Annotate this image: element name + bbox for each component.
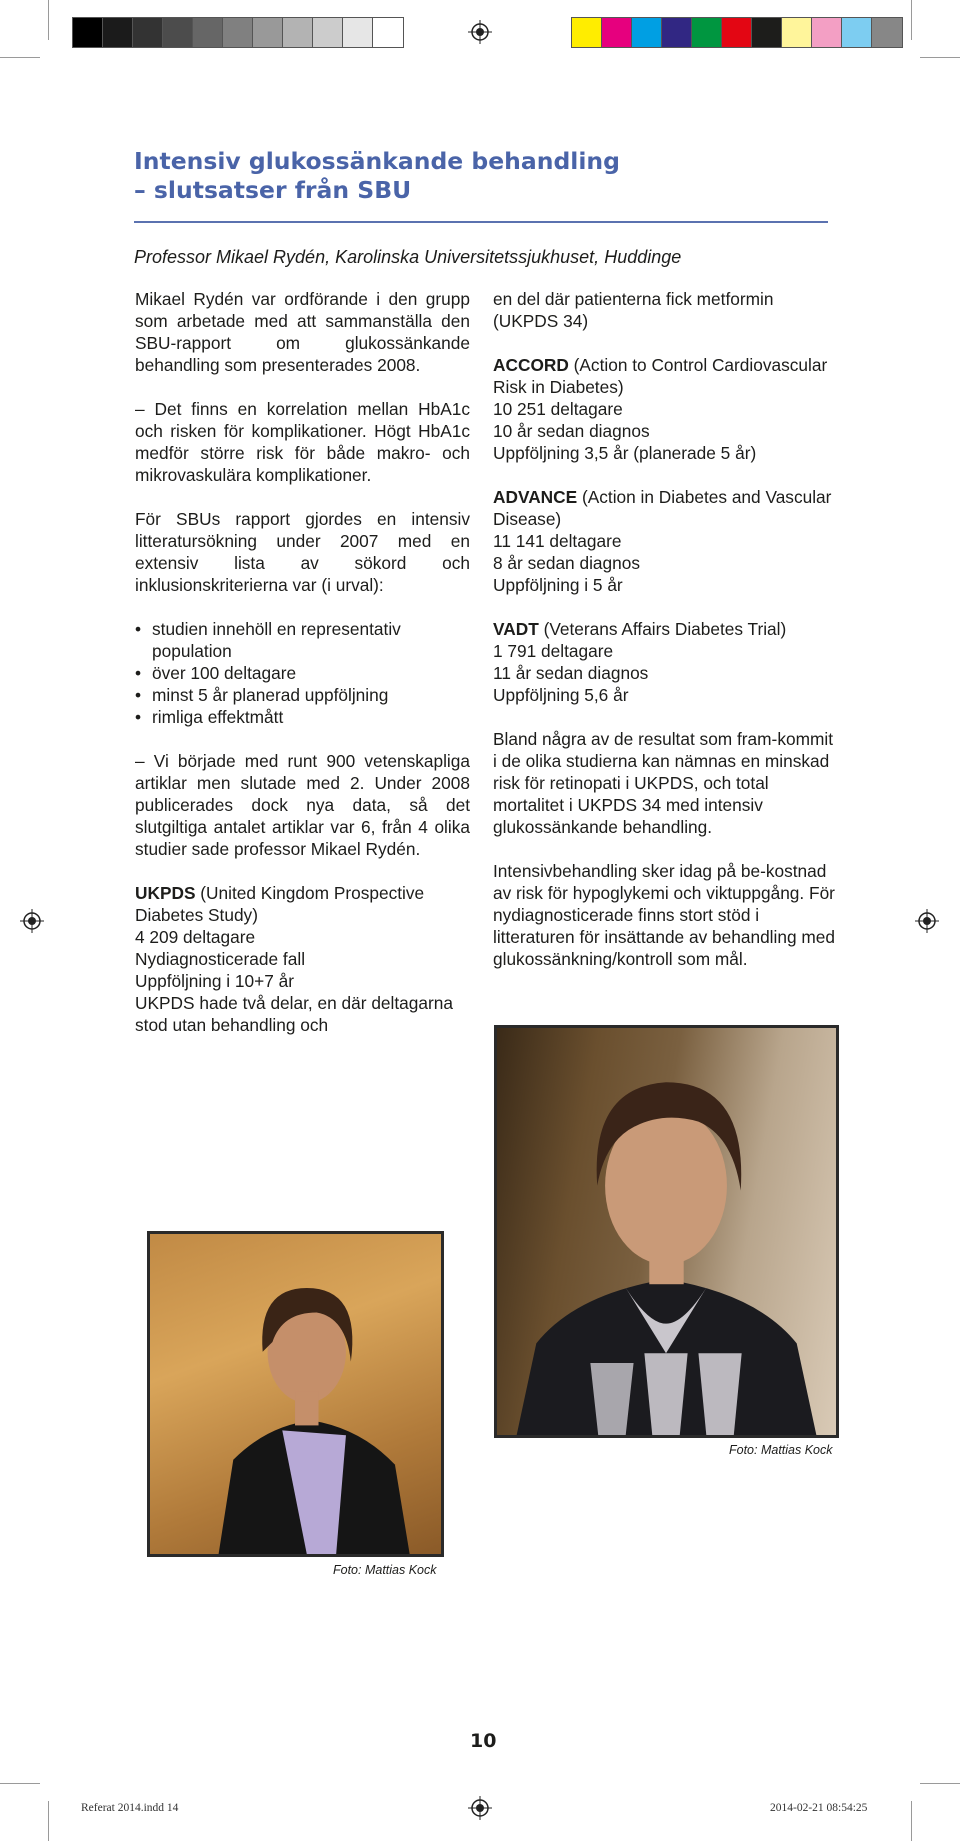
study-accord <box>493 354 838 464</box>
study-followup: Uppföljning i 5 år <box>493 575 623 595</box>
registration-mark-icon <box>915 909 939 933</box>
color-swatch <box>163 18 193 47</box>
list-item: • över 100 deltagare <box>135 662 470 684</box>
crop-mark <box>911 0 912 40</box>
crop-mark <box>48 0 49 40</box>
study-followup: Uppföljning 5,6 år <box>493 685 629 705</box>
registration-mark-icon <box>20 909 44 933</box>
grayscale-color-bar <box>72 17 404 48</box>
crop-mark <box>920 1783 960 1784</box>
study-name: UKPDS <box>135 883 196 903</box>
study-diagnosis: 10 år sedan diagnos <box>493 421 650 441</box>
study-participants: 10 251 deltagare <box>493 399 623 419</box>
color-swatch <box>692 18 722 47</box>
registration-mark-icon <box>468 1796 492 1820</box>
list-item: • studien innehöll en representativ population <box>135 618 470 662</box>
quote-paragraph: – Det finns en korrelation mellan HbA1c och risken för komplikationer. Högt HbA1c medför större risk för både makro- och mikrovaskulära komplikationer. <box>135 399 470 485</box>
title-divider <box>134 221 828 223</box>
study-name: ACCORD <box>493 355 569 375</box>
study-description: (Action in Diabetes and Vascular Disease) <box>493 487 832 529</box>
color-swatch <box>662 18 692 47</box>
color-swatch <box>133 18 163 47</box>
crop-mark <box>920 57 960 58</box>
study-participants: 4 209 deltagare <box>135 927 256 947</box>
results-paragraph: Bland några av de resultat som fram-kommit i de olika studierna kan nämnas en minskad risk för retinopati i UKPDS, och total mortalitet i UKPDS 34 med intensiv glukossänkande behandling. <box>493 729 833 837</box>
list-item: • minst 5 år planerad uppföljning <box>135 684 470 706</box>
conclusion-paragraph: Intensivbehandling sker idag på be-kostnad av risk för hypoglykemi och viktuppgång. För nydiagnosticerade finns stort stöd i litteraturen för insättande av behandling med glukossänkning/kontroll som mål. <box>493 861 836 969</box>
color-swatch <box>782 18 812 47</box>
color-swatch <box>872 18 902 47</box>
study-followup: Uppföljning 3,5 år (planerade 5 år) <box>493 443 757 463</box>
author-byline: Professor Mikael Rydén, Karolinska Universitetssjukhuset, Huddinge <box>134 247 682 267</box>
photo-caption: Foto: Mattias Kock <box>333 1563 437 1577</box>
list-item: • rimliga effektmått <box>135 706 470 728</box>
article-title <box>134 147 834 205</box>
page-number: 10 <box>470 1730 497 1752</box>
study-diagnosis: Nydiagnosticerade fall <box>135 949 306 969</box>
quote-paragraph: – Vi började med runt 900 vetenskapliga artiklar men slutade med 2. Under 2008 publicerades dock nya data, så det slutgiltiga antalet artiklar var 6, från 4 olika studier sade professor Mikael Rydén. <box>135 751 470 859</box>
text-column-right <box>493 288 838 992</box>
color-swatch <box>193 18 223 47</box>
color-swatch <box>103 18 133 47</box>
color-swatch <box>253 18 283 47</box>
title-line: Intensiv glukossänkande behandling <box>134 147 620 175</box>
color-swatch <box>842 18 872 47</box>
inclusion-criteria-list <box>135 618 470 728</box>
study-name: ADVANCE <box>493 487 578 507</box>
title-line: – slutsatser från SBU <box>134 176 412 204</box>
study-note-continued: en del där patienterna fick metformin (UKPDS 34) <box>493 289 774 331</box>
study-note: UKPDS hade två delar, en där deltagarna stod utan behandling och <box>135 993 453 1035</box>
print-slug-timestamp: 2014-02-21 08:54:25 <box>770 1802 868 1814</box>
study-advance <box>493 486 838 596</box>
study-ukpds <box>135 882 470 1036</box>
color-swatch <box>812 18 842 47</box>
search-paragraph: För SBUs rapport gjordes en intensiv litteratursökning under 2007 med en extensiv lista av sökord och inklusionskriterierna var (i urval): <box>135 509 470 595</box>
color-swatch <box>722 18 752 47</box>
study-diagnosis: 8 år sedan diagnos <box>493 553 641 573</box>
registration-mark-icon <box>468 20 492 44</box>
intro-paragraph: Mikael Rydén var ordförande i den grupp som arbetade med att sammanställa den SBU-rapport om glukossänkande behandling som presenterades 2008. <box>135 289 470 375</box>
color-swatch <box>602 18 632 47</box>
crop-mark <box>0 57 40 58</box>
speaker-photo <box>494 1025 839 1438</box>
crop-mark <box>0 1783 40 1784</box>
study-diagnosis: 11 år sedan diagnos <box>493 663 649 683</box>
speaker-portrait-illustration <box>150 1234 441 1554</box>
study-name: VADT <box>493 619 539 639</box>
study-participants: 1 791 deltagare <box>493 641 614 661</box>
study-description: (Veterans Affairs Diabetes Trial) <box>538 619 787 639</box>
color-swatch <box>223 18 253 47</box>
study-description: (Action to Control Cardiovascular Risk in Diabetes) <box>493 355 828 397</box>
color-swatch <box>343 18 373 47</box>
color-swatch <box>73 18 103 47</box>
color-swatch <box>313 18 343 47</box>
study-description: (United Kingdom Prospective Diabetes Study) <box>135 883 425 925</box>
study-participants: 11 141 deltagare <box>493 531 622 551</box>
color-swatch <box>283 18 313 47</box>
crop-mark <box>48 1801 49 1841</box>
color-swatch <box>632 18 662 47</box>
color-swatch <box>752 18 782 47</box>
color-swatch <box>373 18 403 47</box>
photo-caption: Foto: Mattias Kock <box>729 1443 833 1457</box>
speaker-photo <box>147 1231 444 1557</box>
text-column-left <box>135 288 470 1058</box>
print-slug-filename: Referat 2014.indd 14 <box>81 1802 179 1814</box>
color-swatch <box>572 18 602 47</box>
process-color-bar <box>571 17 903 48</box>
study-followup: Uppföljning i 10+7 år <box>135 971 294 991</box>
study-vadt <box>493 618 838 706</box>
speaker-portrait-illustration <box>497 1028 836 1435</box>
crop-mark <box>911 1801 912 1841</box>
